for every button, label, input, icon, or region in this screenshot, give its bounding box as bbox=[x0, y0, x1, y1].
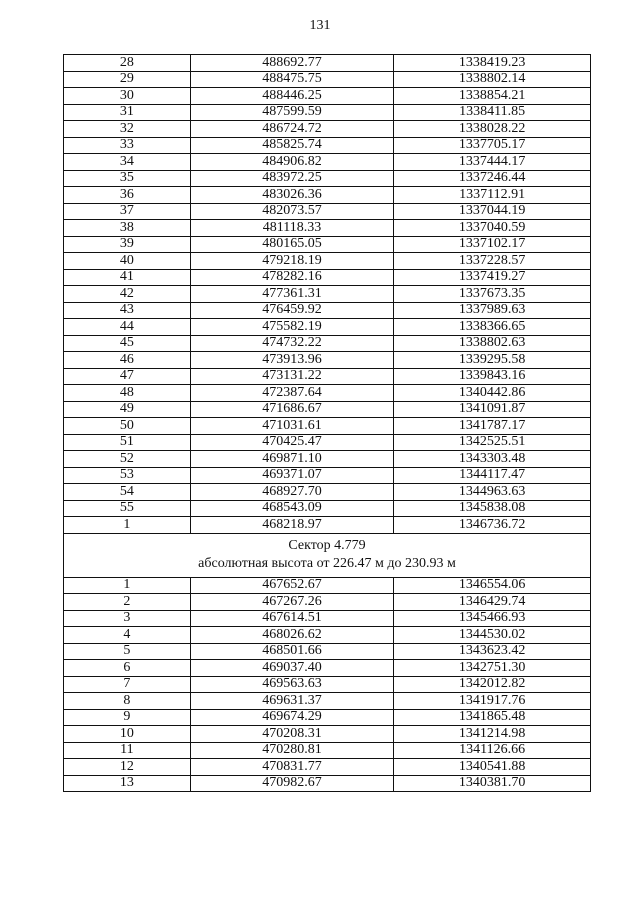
x-coordinate-cell: 469631.37 bbox=[190, 693, 394, 710]
table-row bbox=[64, 253, 591, 270]
point-number-cell: 44 bbox=[64, 319, 191, 336]
x-coordinate-cell: 467267.26 bbox=[190, 594, 394, 611]
point-number-cell: 55 bbox=[64, 500, 191, 517]
table-row bbox=[64, 709, 591, 726]
coordinates-table-body-top bbox=[64, 55, 591, 534]
table-row bbox=[64, 451, 591, 468]
point-number-cell: 52 bbox=[64, 451, 191, 468]
y-coordinate-cell: 1337044.19 bbox=[394, 203, 591, 220]
table-row bbox=[64, 726, 591, 743]
point-number-cell: 13 bbox=[64, 775, 191, 792]
y-coordinate-cell: 1337246.44 bbox=[394, 170, 591, 187]
x-coordinate-cell: 488446.25 bbox=[190, 88, 394, 105]
point-number-cell: 46 bbox=[64, 352, 191, 369]
table-row bbox=[64, 467, 591, 484]
x-coordinate-cell: 480165.05 bbox=[190, 236, 394, 253]
y-coordinate-cell: 1337112.91 bbox=[394, 187, 591, 204]
x-coordinate-cell: 482073.57 bbox=[190, 203, 394, 220]
point-number-cell: 35 bbox=[64, 170, 191, 187]
y-coordinate-cell: 1343303.48 bbox=[394, 451, 591, 468]
table-row bbox=[64, 269, 591, 286]
table-row bbox=[64, 693, 591, 710]
point-number-cell: 36 bbox=[64, 187, 191, 204]
table-row bbox=[64, 236, 591, 253]
x-coordinate-cell: 472387.64 bbox=[190, 385, 394, 402]
x-coordinate-cell: 469371.07 bbox=[190, 467, 394, 484]
x-coordinate-cell: 475582.19 bbox=[190, 319, 394, 336]
point-number-cell: 43 bbox=[64, 302, 191, 319]
y-coordinate-cell: 1338854.21 bbox=[394, 88, 591, 105]
x-coordinate-cell: 473913.96 bbox=[190, 352, 394, 369]
x-coordinate-cell: 481118.33 bbox=[190, 220, 394, 237]
x-coordinate-cell: 470208.31 bbox=[190, 726, 394, 743]
point-number-cell: 3 bbox=[64, 610, 191, 627]
point-number-cell: 31 bbox=[64, 104, 191, 121]
table-row bbox=[64, 187, 591, 204]
table-row bbox=[64, 643, 591, 660]
point-number-cell: 50 bbox=[64, 418, 191, 435]
x-coordinate-cell: 479218.19 bbox=[190, 253, 394, 270]
y-coordinate-cell: 1338802.14 bbox=[394, 71, 591, 88]
sector-header-row bbox=[64, 533, 591, 577]
table-row bbox=[64, 418, 591, 435]
table-row bbox=[64, 660, 591, 677]
y-coordinate-cell: 1339295.58 bbox=[394, 352, 591, 369]
point-number-cell: 9 bbox=[64, 709, 191, 726]
y-coordinate-cell: 1345466.93 bbox=[394, 610, 591, 627]
y-coordinate-cell: 1337989.63 bbox=[394, 302, 591, 319]
y-coordinate-cell: 1346429.74 bbox=[394, 594, 591, 611]
x-coordinate-cell: 469563.63 bbox=[190, 676, 394, 693]
point-number-cell: 45 bbox=[64, 335, 191, 352]
point-number-cell: 33 bbox=[64, 137, 191, 154]
y-coordinate-cell: 1337705.17 bbox=[394, 137, 591, 154]
point-number-cell: 28 bbox=[64, 55, 191, 72]
y-coordinate-cell: 1338419.23 bbox=[394, 55, 591, 72]
point-number-cell: 51 bbox=[64, 434, 191, 451]
point-number-cell: 38 bbox=[64, 220, 191, 237]
point-number-cell: 41 bbox=[64, 269, 191, 286]
table-row bbox=[64, 71, 591, 88]
x-coordinate-cell: 467652.67 bbox=[190, 577, 394, 594]
table-row bbox=[64, 742, 591, 759]
y-coordinate-cell: 1342751.30 bbox=[394, 660, 591, 677]
table-row bbox=[64, 55, 591, 72]
x-coordinate-cell: 470425.47 bbox=[190, 434, 394, 451]
x-coordinate-cell: 468501.66 bbox=[190, 643, 394, 660]
x-coordinate-cell: 483972.25 bbox=[190, 170, 394, 187]
table-row bbox=[64, 335, 591, 352]
y-coordinate-cell: 1341865.48 bbox=[394, 709, 591, 726]
y-coordinate-cell: 1341091.87 bbox=[394, 401, 591, 418]
y-coordinate-cell: 1345838.08 bbox=[394, 500, 591, 517]
x-coordinate-cell: 468927.70 bbox=[190, 484, 394, 501]
table-row bbox=[64, 104, 591, 121]
y-coordinate-cell: 1344963.63 bbox=[394, 484, 591, 501]
point-number-cell: 37 bbox=[64, 203, 191, 220]
x-coordinate-cell: 474732.22 bbox=[190, 335, 394, 352]
table-row bbox=[64, 88, 591, 105]
point-number-cell: 10 bbox=[64, 726, 191, 743]
point-number-cell: 32 bbox=[64, 121, 191, 138]
x-coordinate-cell: 469037.40 bbox=[190, 660, 394, 677]
y-coordinate-cell: 1343623.42 bbox=[394, 643, 591, 660]
table-row bbox=[64, 137, 591, 154]
x-coordinate-cell: 488475.75 bbox=[190, 71, 394, 88]
y-coordinate-cell: 1337102.17 bbox=[394, 236, 591, 253]
table-row bbox=[64, 368, 591, 385]
table-row bbox=[64, 775, 591, 792]
sector-altitude-range: абсолютная высота от 226.47 м до 230.93 м bbox=[198, 556, 456, 571]
point-number-cell: 49 bbox=[64, 401, 191, 418]
x-coordinate-cell: 484906.82 bbox=[190, 154, 394, 171]
y-coordinate-cell: 1340541.88 bbox=[394, 759, 591, 776]
table-row bbox=[64, 517, 591, 534]
table-row bbox=[64, 352, 591, 369]
x-coordinate-cell: 471031.61 bbox=[190, 418, 394, 435]
y-coordinate-cell: 1338411.85 bbox=[394, 104, 591, 121]
x-coordinate-cell: 477361.31 bbox=[190, 286, 394, 303]
table-row bbox=[64, 434, 591, 451]
y-coordinate-cell: 1337673.35 bbox=[394, 286, 591, 303]
table-row bbox=[64, 121, 591, 138]
x-coordinate-cell: 483026.36 bbox=[190, 187, 394, 204]
point-number-cell: 6 bbox=[64, 660, 191, 677]
point-number-cell: 1 bbox=[64, 577, 191, 594]
x-coordinate-cell: 470280.81 bbox=[190, 742, 394, 759]
y-coordinate-cell: 1342012.82 bbox=[394, 676, 591, 693]
table-row bbox=[64, 676, 591, 693]
sector-header-cell bbox=[64, 533, 591, 577]
sector-title: Сектор 4.779 bbox=[288, 538, 366, 553]
point-number-cell: 40 bbox=[64, 253, 191, 270]
table-row bbox=[64, 759, 591, 776]
x-coordinate-cell: 470831.77 bbox=[190, 759, 394, 776]
table-row bbox=[64, 484, 591, 501]
table-row bbox=[64, 220, 591, 237]
x-coordinate-cell: 468218.97 bbox=[190, 517, 394, 534]
y-coordinate-cell: 1344530.02 bbox=[394, 627, 591, 644]
point-number-cell: 4 bbox=[64, 627, 191, 644]
y-coordinate-cell: 1346736.72 bbox=[394, 517, 591, 534]
x-coordinate-cell: 471686.67 bbox=[190, 401, 394, 418]
y-coordinate-cell: 1342525.51 bbox=[394, 434, 591, 451]
point-number-cell: 1 bbox=[64, 517, 191, 534]
point-number-cell: 30 bbox=[64, 88, 191, 105]
point-number-cell: 2 bbox=[64, 594, 191, 611]
table-row bbox=[64, 385, 591, 402]
x-coordinate-cell: 473131.22 bbox=[190, 368, 394, 385]
x-coordinate-cell: 468026.62 bbox=[190, 627, 394, 644]
point-number-cell: 12 bbox=[64, 759, 191, 776]
table-row bbox=[64, 610, 591, 627]
table-row bbox=[64, 203, 591, 220]
point-number-cell: 47 bbox=[64, 368, 191, 385]
table-row bbox=[64, 594, 591, 611]
page-number: 131 bbox=[309, 18, 331, 33]
x-coordinate-cell: 485825.74 bbox=[190, 137, 394, 154]
point-number-cell: 34 bbox=[64, 154, 191, 171]
y-coordinate-cell: 1341214.98 bbox=[394, 726, 591, 743]
x-coordinate-cell: 488692.77 bbox=[190, 55, 394, 72]
x-coordinate-cell: 467614.51 bbox=[190, 610, 394, 627]
y-coordinate-cell: 1338802.63 bbox=[394, 335, 591, 352]
point-number-cell: 29 bbox=[64, 71, 191, 88]
y-coordinate-cell: 1338028.22 bbox=[394, 121, 591, 138]
x-coordinate-cell: 486724.72 bbox=[190, 121, 394, 138]
y-coordinate-cell: 1344117.47 bbox=[394, 467, 591, 484]
y-coordinate-cell: 1340442.86 bbox=[394, 385, 591, 402]
x-coordinate-cell: 470982.67 bbox=[190, 775, 394, 792]
point-number-cell: 11 bbox=[64, 742, 191, 759]
y-coordinate-cell: 1338366.65 bbox=[394, 319, 591, 336]
y-coordinate-cell: 1341917.76 bbox=[394, 693, 591, 710]
x-coordinate-cell: 478282.16 bbox=[190, 269, 394, 286]
table-row bbox=[64, 302, 591, 319]
coordinates-table-body-bottom bbox=[64, 577, 591, 792]
table-row bbox=[64, 627, 591, 644]
table-row bbox=[64, 500, 591, 517]
x-coordinate-cell: 468543.09 bbox=[190, 500, 394, 517]
y-coordinate-cell: 1337228.57 bbox=[394, 253, 591, 270]
table-row bbox=[64, 154, 591, 171]
y-coordinate-cell: 1341787.17 bbox=[394, 418, 591, 435]
point-number-cell: 8 bbox=[64, 693, 191, 710]
x-coordinate-cell: 487599.59 bbox=[190, 104, 394, 121]
y-coordinate-cell: 1337419.27 bbox=[394, 269, 591, 286]
x-coordinate-cell: 476459.92 bbox=[190, 302, 394, 319]
y-coordinate-cell: 1346554.06 bbox=[394, 577, 591, 594]
table-row bbox=[64, 286, 591, 303]
coordinates-table bbox=[63, 54, 591, 792]
y-coordinate-cell: 1337444.17 bbox=[394, 154, 591, 171]
point-number-cell: 48 bbox=[64, 385, 191, 402]
point-number-cell: 42 bbox=[64, 286, 191, 303]
y-coordinate-cell: 1341126.66 bbox=[394, 742, 591, 759]
y-coordinate-cell: 1339843.16 bbox=[394, 368, 591, 385]
x-coordinate-cell: 469674.29 bbox=[190, 709, 394, 726]
sector-header-group bbox=[64, 533, 591, 577]
table-row bbox=[64, 319, 591, 336]
point-number-cell: 53 bbox=[64, 467, 191, 484]
table-row bbox=[64, 577, 591, 594]
point-number-cell: 5 bbox=[64, 643, 191, 660]
table-row bbox=[64, 170, 591, 187]
point-number-cell: 7 bbox=[64, 676, 191, 693]
point-number-cell: 39 bbox=[64, 236, 191, 253]
y-coordinate-cell: 1337040.59 bbox=[394, 220, 591, 237]
y-coordinate-cell: 1340381.70 bbox=[394, 775, 591, 792]
point-number-cell: 54 bbox=[64, 484, 191, 501]
table-row bbox=[64, 401, 591, 418]
x-coordinate-cell: 469871.10 bbox=[190, 451, 394, 468]
